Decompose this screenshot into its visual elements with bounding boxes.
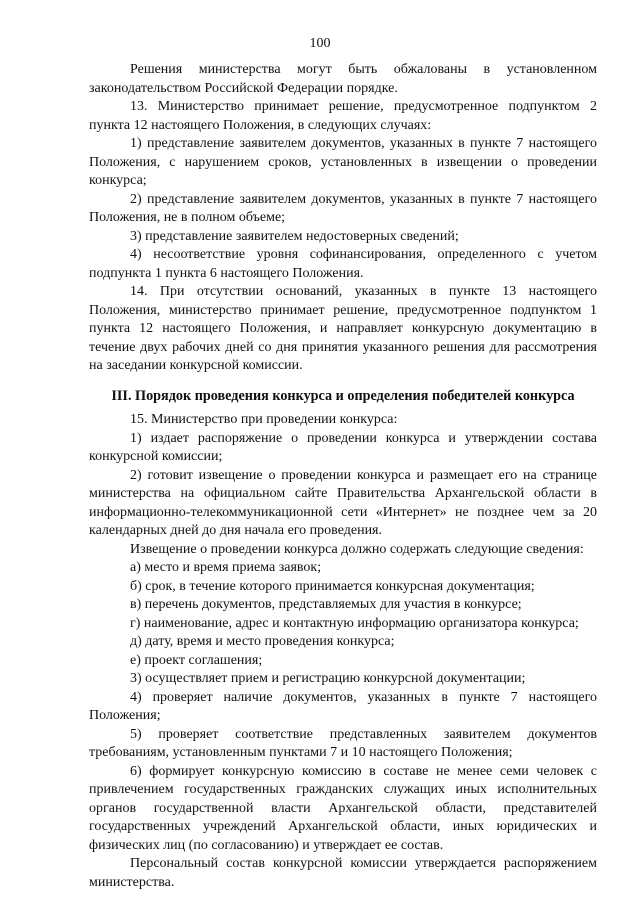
paragraph: 15. Министерство при проведении конкурса: [130,412,398,427]
paragraph: б) срок, в течение которого принимается конкурсная документация; [130,578,535,594]
paragraph: Решения министерства могут быть обжалованы в установленном законодательством Российской Федерации порядке. [89,62,597,96]
paragraph: е) проект соглашения; [130,652,263,668]
paragraph: д) дату, время и место проведения конкурса; [130,634,395,649]
section-heading: III. Порядок проведения конкурса и определения победителей конкурса [111,387,575,404]
section-before-heading [89,61,597,376]
paragraph: 14. При отсутствии оснований, указанных в пункте 13 настоящего Положения, министерство принимает решение, предусмотренное подпунктом 1 пункта 12 настоящего Положения, и направляет конкурсную документацию в течение двух рабочих дней со дня принятия указанного решения для рассмотрения на заседании конкурсной комиссии. [89,284,597,373]
paragraph: 2) готовит извещение о проведении конкурса и размещает его на странице министерства на официальном сайте Правительства Архангельской области в информационно-телекоммуникационной сети «Интернет» не позднее чем за 20 календарных дней до дня начала его проведения. [89,467,597,538]
paragraph: 2) представление заявителем документов, указанных в пункте 7 настоящего Положения, не в полном объеме; [89,191,597,225]
paragraph: 3) осуществляет прием и регистрацию конкурсной документации; [130,671,526,686]
paragraph: 5) проверяет соответствие представленных заявителем документов требованиям, установленным пунктами 7 и 10 настоящего Положения; [89,726,597,760]
document-body [89,61,597,892]
paragraph: а) место и время приема заявок; [130,560,322,575]
paragraph: в) перечень документов, представляемых для участия в конкурсе; [130,597,522,612]
paragraph: 6) формирует конкурсную комиссию в составе не менее семи человек с привлечением государственных гражданских служащих иных исполнительных органов государственной власти Архангельской области, представителей государственных учреждений Архангельской области, иных юридических и физических лиц (по согласованию) и утверждает ее состав. [89,763,597,853]
paragraph: 13. Министерство принимает решение, предусмотренное подпунктом 2 пункта 12 настоящего Положения, в следующих случаях: [89,99,597,133]
paragraph: 4) проверяет наличие документов, указанных в пункте 7 настоящего Положения; [89,689,597,723]
page-number: 100 [309,36,331,51]
paragraph: Извещение о проведении конкурса должно содержать следующие сведения: [130,541,584,557]
paragraph: 1) издает распоряжение о проведении конкурса и утверждении состава конкурсной комиссии; [89,430,597,464]
paragraph: Персональный состав конкурсной комиссии утверждается распоряжением министерства. [89,856,597,890]
section-after-heading [89,411,597,892]
paragraph: 1) представление заявителем документов, указанных в пункте 7 настоящего Положения, с нарушением сроков, установленных в извещении о проведении конкурса; [89,136,597,188]
paragraph: 4) несоответствие уровня софинансирования, определенного с учетом подпункта 1 пункта 6 настоящего Положения. [89,247,597,281]
paragraph: 3) представление заявителем недостоверных сведений; [130,228,459,244]
paragraph: г) наименование, адрес и контактную информацию организатора конкурса; [130,615,579,631]
